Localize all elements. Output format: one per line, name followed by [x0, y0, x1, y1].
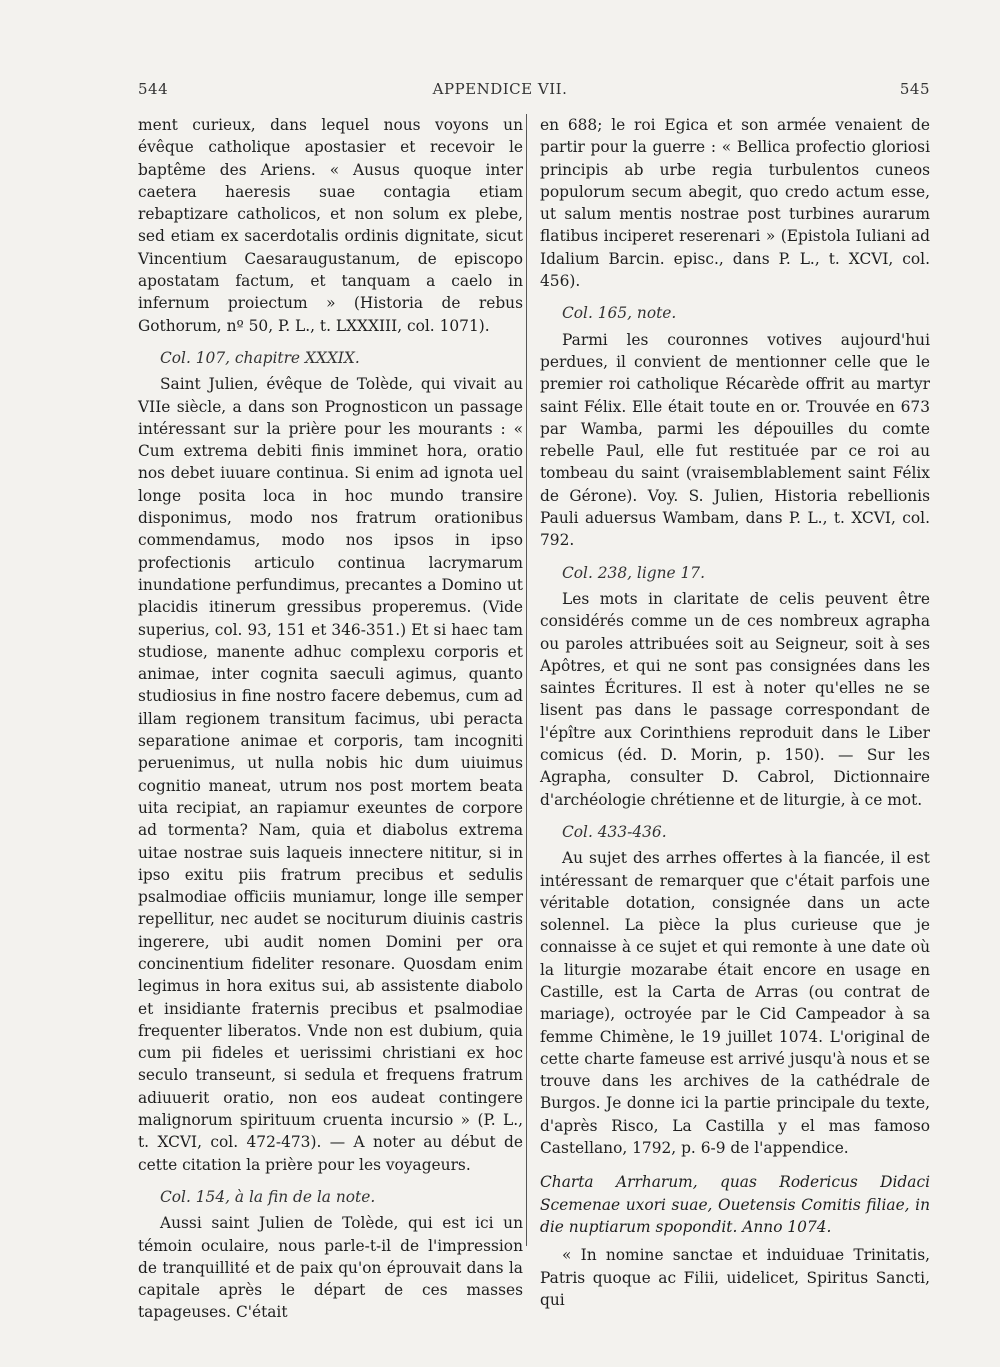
paragraph: Saint Julien, évêque de Tolède, qui vivait au VIIe siècle, a dans son Prognosticon un passage intéressant sur la prière pour les mourants : « Cum extrema debiti finis imminet hora, oratio nos debet iuuare continua. Si enim ad ignota uel longe posita loca in hoc mundo transire disponimus, modo nos fratrum orationibus commendamus, modo nos ipsos in ipso profectionis articulo continua lacrymarum inundatione perfundimus, precantes a Domino ut placidis itinerum gressibus properemus. (Vide superius, col. 93, 151 et 346-351.) Et si haec tam studiose, manente adhuc complexu corporis et animae, inter cognita saeculi agimus, quanto studiosius in fine nostro facere debemus, cum ad illam regionem transitum facimus, ubi peracta separatione animae et corporis, tam incogniti peruenimus, ut nulla nobis hic dum uiuimus cognitio maneat, utrum nos post mortem beata uita recipiat, an rapiamur exeuntes de corpore ad tormenta? Nam, quia et diabolus extrema uitae nostrae suis laqueis innectere nititur, si in ipso exitu piis fratrum precibus et sedulis psalmodiae officiis muniamur, longe ille semper repellitur, nec audet se nociturum diuinis castris ingerere, ubi audit nomen Domini per ora concinentium fideliter resonare. Quosdam enim legimus in hora exitus sui, ab assistente diabolo et insidiante fraternis precibus et psalmodiae frequenter liberatos. Vnde non est dubium, quia cum pii fideles et uerissimi christiani ex hoc seculo transeunt, si sedula et frequens fratrum adiuuerit oratio, non eos audeat contingere malignorum spirituum cruenta incursio » (P. L., t. XCVI, col. 472-473). — A noter au début de cette citation la prière pour les voyageurs. [138, 375, 523, 1174]
page-number-left: 544 [138, 80, 169, 98]
charter-title: Charta Arrharum, quas Rodericus Didaci Scemenae uxori suae, Ouetensis Comitis filiae, in die nuptiarum spopondit. Anno 1074. [540, 1173, 930, 1236]
paragraph: ment curieux, dans lequel nous voyons un évêque catholique apostasier et recevoir le baptême des Ariens. « Ausus quoque inter caetera haeresis suae contagia etiam rebaptizare catholicos, et non solum ex plebe, sed etiam ex sacerdotalis ordinis dignitate, sicut Vincentium Caesaraugustanum, de episcopo apostatam factum, et tanquam a caelo in infernum proiectum » (Historia de rebus Gothorum, nº 50, P. L., t. LXXXIII, col. 1071). [138, 116, 523, 335]
paragraph: Au sujet des arrhes offertes à la fiancée, il est intéressant de remarquer que c'était parfois une véritable dotation, consignée dans un acte solennel. La pièce la plus curieuse que je connaisse à ce sujet et qui remonte à une date où la liturgie mozarabe était encore en usage en Castille, est la Carta de Arras (ou contrat de mariage), octroyée par le Cid Campeador à sa femme Chimène, le 19 juillet 1074. L'original de cette charte fameuse est arrivé jusqu'à nous et se trouve dans les archives de la cathédrale de Burgos. Je donne ici la partie principale du texte, d'après Risco, La Castilla y el mas famoso Castellano, 1792, p. 6-9 de l'appendice. [540, 849, 930, 1158]
left-column [138, 114, 523, 1330]
running-title: APPENDICE VII. [432, 80, 568, 98]
paragraph: Les mots in claritate de celis peuvent être considérés comme un de ces nombreux agrapha ou paroles attribuées soit au Seigneur, soit à ses Apôtres, et qui ne sont pas consignées dans les saintes Écritures. Il est à noter qu'elles ne se lisent pas dans le passage correspondant de l'épître aux Corinthiens reproduit dans le Liber comicus (éd. D. Morin, p. 150). — Sur les Agrapha, consulter D. Cabrol, Dictionnaire d'archéologie chrétienne et de liturgie, à ce mot. [540, 589, 930, 809]
column-reference: Col. 433-436. [562, 822, 667, 841]
paragraph: « In nomine sanctae et induiduae Trinitatis, Patris quoque ac Filii, uidelicet, Spiritus Sancti, qui [540, 1246, 930, 1309]
right-column [540, 114, 930, 1317]
column-reference: Col. 238, ligne 17. [562, 563, 705, 582]
paragraph: Aussi saint Julien de Tolède, qui est ici un témoin oculaire, nous parle-t-il de l'impression de tranquillité et de paix qu'on éprouvait dans la capitale après le départ de ces masses tapageuses. C'était [138, 1214, 523, 1322]
paragraph: en 688; le roi Egica et son armée venaient de partir pour la guerre : « Bellica profectio gloriosi principis ab urbe regia turbulentos cuneos populorum secum abegit, quo credo actum esse, ut salum mentis nostrae post turbines aurarum flatibus inciperet reserenari » (Epistola Iuliani ad Idalium Barcin. episc., dans P. L., t. XCVI, col. 456). [540, 116, 930, 291]
paragraph: Parmi les couronnes votives aujourd'hui perdues, il convient de mentionner celle que le premier roi catholique Récarède offrit au martyr saint Félix. Elle était toute en or. Trouvée en 673 par Wamba, parmi les dépouilles du comte rebelle Paul, elle fut restituée par ce roi au tombeau du saint (vraisemblablement saint Félix de Gérone). Voy. S. Julien, Historia rebellionis Pauli aduersus Wambam, dans P. L., t. XCVI, col. 792. [540, 330, 930, 550]
column-divider [526, 114, 527, 1246]
column-reference: Col. 165, note. [562, 304, 677, 323]
column-reference: Col. 107, chapitre XXXIX. [160, 348, 360, 367]
page-number-right: 545 [899, 80, 930, 98]
column-reference: Col. 154, à la fin de la note. [160, 1187, 376, 1206]
